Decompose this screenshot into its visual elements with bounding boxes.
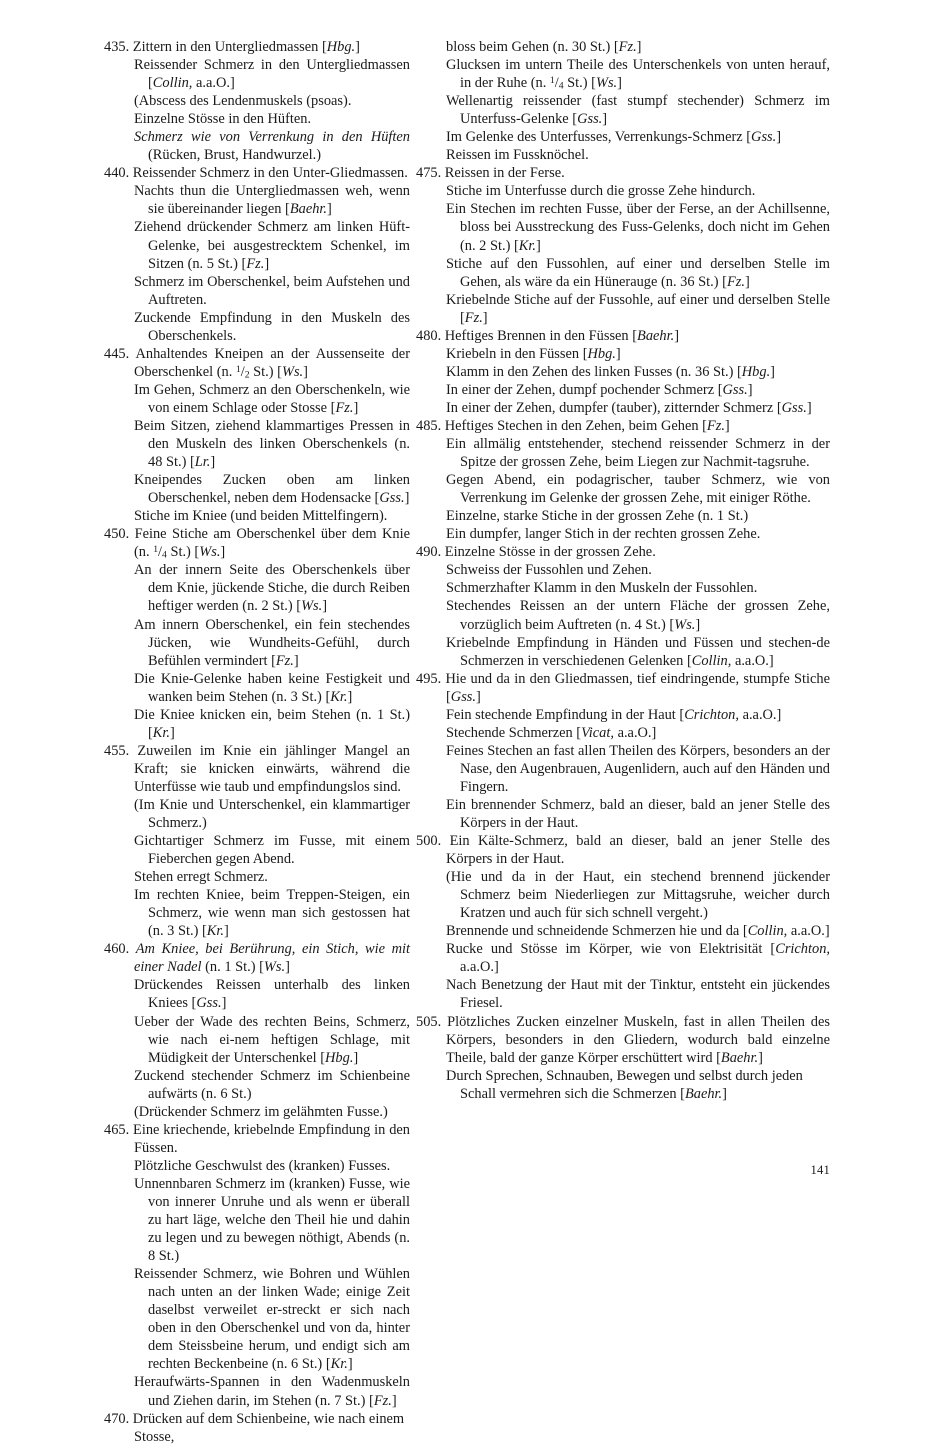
symptom-entry: Nach Benetzung der Haut mit der Tinktur, entsteht ein jückendes Friesel. — [446, 977, 830, 1012]
symptom-entry: Nachts thun die Untergliedmassen weh, wenn sie übereinander liegen [Baehr.] — [134, 183, 410, 218]
symptom-entry: bloss beim Gehen (n. 30 St.) [Fz.] — [446, 39, 642, 55]
symptom-entry: Stiche im Unterfusse durch die grosse Zehe hindurch. — [446, 183, 756, 200]
symptom-entry: Stechende Schmerzen [Vicat, a.a.O.] — [446, 724, 657, 741]
symptom-entry: Kriebelnde Empfindung in Händen und Füssen und stechen-de Schmerzen in verschiedenen Gelenken [Collin, a.a.O.] — [446, 634, 830, 669]
symptom-entry: Ein allmälig entstehender, stechend reissender Schmerz in der Spitze der grossen Zehe, beim Liegen zur Nachmit-tagsruhe. — [446, 436, 830, 471]
symptom-entry-numbered: 485. Heftiges Stechen in den Zehen, beim Gehen [Fz.] — [416, 417, 730, 434]
symptom-entry: Reissender Schmerz in den Untergliedmassen [Collin, a.a.O.] — [134, 57, 410, 92]
symptom-entry: In einer der Zehen, dumpf pochender Schmerz [Gss.] — [446, 381, 753, 398]
symptom-entry: Rucke und Stösse im Körper, wie von Elektrisität [Crichton, a.a.O.] — [446, 941, 830, 976]
symptom-entry: Unnennbaren Schmerz im (kranken) Fusse, wie von innerer Unruhe und als wenn er überall zu hart läge, welche den Theil hie und dahin zu legen und zu bewegen nöthigt, Abends (n. 8 St.) — [134, 1175, 410, 1265]
symptom-entry: Heraufwärts-Spannen in den Wadenmuskeln und Ziehen darin, im Stehen (n. 7 St.) [Fz.] — [134, 1374, 410, 1409]
symptom-entry: Drückendes Reissen unterhalb des linken Kniees [Gss.] — [134, 977, 410, 1012]
symptom-entry: Ein Stechen im rechten Fusse, über der Ferse, an der Achillsenne, bloss bei Ausstreckung des Fuss-Gelenks, doch nicht im Gehen (n. 2 St.) [Kr.] — [446, 201, 830, 254]
symptom-entry: (Hie und da in der Haut, ein stechend brennend jückender Schmerz beim Niederliegen zur Mittagsruhe, weicher durch Kratzen und auch für sich schnell vergeht.) — [446, 869, 830, 922]
symptom-entry: Kneipendes Zucken oben am linken Oberschenkel, neben dem Hodensacke [Gss.] — [134, 472, 410, 507]
symptom-entry-numbered: 445. Anhaltendes Kneipen an der Aussenseite der Oberschenkel (n. $^1/_2$ St.) [Ws.] — [104, 345, 410, 381]
right-column — [410, 38, 935, 1446]
symptom-entry: Im Gehen, Schmerz an den Oberschenkeln, wie von einem Schlage oder Stosse [Fz.] — [134, 381, 410, 416]
symptom-entry: Stehen erregt Schmerz. — [134, 869, 268, 886]
symptom-entry: Brennende und schneidende Schmerzen hie und da [Collin, a.a.O.] — [446, 923, 830, 940]
symptom-entry: Stiche im Kniee (und beiden Mittelfingern). — [134, 508, 388, 525]
symptom-entry: Die Kniee knicken ein, beim Stehen (n. 1 St.) [Kr.] — [134, 706, 410, 741]
symptom-entry-numbered: 465. Eine kriechende, kriebelnde Empfindung in den Füssen. — [104, 1121, 410, 1156]
symptom-entry-numbered: 470. Drücken auf dem Schienbeine, wie nach einem Stosse, — [104, 1410, 405, 1445]
symptom-entry-numbered: 480. Heftiges Brennen in den Füssen [Baehr.] — [416, 327, 679, 344]
left-column — [0, 38, 410, 1446]
symptom-entry: Kriebelnde Stiche auf der Fussohle, auf einer und derselben Stelle [Fz.] — [446, 291, 830, 326]
symptom-entry-numbered: 440. Reissender Schmerz in den Unter-Gliedmassen. — [104, 165, 408, 182]
symptom-entry: Ein dumpfer, langer Stich in der rechten grossen Zehe. — [446, 526, 761, 543]
symptom-entry: Die Knie-Gelenke haben keine Festigkeit und wanken beim Stehen (n. 3 St.) [Kr.] — [134, 670, 410, 705]
symptom-entry: Schmerz wie von Verrenkung in den Hüften (Rücken, Brust, Handwurzel.) — [134, 129, 410, 164]
symptom-entry: Durch Sprechen, Schnauben, Bewegen und selbst durch jeden Schall vermehren sich die Schmerzen [Baehr.] — [446, 1067, 803, 1102]
symptom-entry: Im Gelenke des Unterfusses, Verrenkungs-Schmerz [Gss.] — [446, 129, 782, 146]
symptom-entry: Fein stechende Empfindung in der Haut [Crichton, a.a.O.] — [446, 706, 782, 723]
symptom-entry: Reissender Schmerz, wie Bohren und Wühlen nach unten an der linken Wade; einige Zeit daselbst verweilet er-streckt er sich nach oben in den Oberschenkel und von da, hinter dem Steissbeine herum, und endigt sich am rechten Beckenbeine (n. 6 St.) [Kr.] — [134, 1266, 410, 1373]
symptom-entry: Klamm in den Zehen des linken Fusses (n. 36 St.) [Hbg.] — [446, 363, 775, 380]
symptom-entry: Zuckende Empfindung in den Muskeln des Oberschenkels. — [134, 309, 410, 344]
symptom-entry: (Drückender Schmerz im gelähmten Fusse.) — [134, 1103, 388, 1120]
symptom-entry-numbered: 500. Ein Kälte-Schmerz, bald an dieser, bald an jener Stelle des Körpers in der Haut. — [416, 833, 830, 868]
symptom-entry: Kriebeln in den Füssen [Hbg.] — [446, 345, 621, 362]
symptom-entry: Gichtartiger Schmerz im Fusse, mit einem Fieberchen gegen Abend. — [134, 833, 410, 868]
symptom-entry: Einzelne, starke Stiche in der grossen Zehe (n. 1 St.) — [446, 508, 749, 525]
symptom-entry-numbered: 490. Einzelne Stösse in der grossen Zehe. — [416, 544, 656, 561]
symptom-entry: Reissen im Fussknöchel. — [446, 147, 589, 164]
symptom-entry: Schweiss der Fussohlen und Zehen. — [446, 562, 652, 579]
symptom-entry: (Abscess des Lendenmuskels (psoas). — [134, 93, 352, 110]
symptom-entry-numbered: 455. Zuweilen im Knie ein jählinger Mangel an Kraft; sie knicken einwärts, während die Unterfüsse wie taub und empfindungslos sind. — [104, 742, 410, 795]
symptom-entry-numbered: 475. Reissen in der Ferse. — [416, 165, 565, 182]
symptom-entry: Ziehend drückender Schmerz am linken Hüft-Gelenke, bei ausgestrecktem Schenkel, im Sitzen (n. 5 St.) [Fz.] — [134, 219, 410, 272]
symptom-entry: (Im Knie und Unterschenkel, ein klammartiger Schmerz.) — [134, 796, 410, 832]
symptom-entry: Beim Sitzen, ziehend klammartiges Pressen in den Muskeln des linken Oberschenkels (n. 48 St.) [Lr.] — [134, 417, 410, 471]
symptom-entry: Stechendes Reissen an der untern Fläche der grossen Zehe, vorzüglich beim Auftreten (n. 4 St.) [Ws.] — [446, 598, 830, 633]
symptom-entry: Zuckend stechender Schmerz im Schienbeine aufwärts (n. 6 St.) — [134, 1067, 410, 1102]
symptom-entry: Einzelne Stösse in den Hüften. — [134, 111, 312, 128]
symptom-entry: Feines Stechen an fast allen Theilen des Körpers, besonders an der Nase, den Augenbrauen, Augenlidern, auch auf den Händen und Fingern. — [446, 742, 830, 795]
symptom-entry: Gegen Abend, ein podagrischer, tauber Schmerz, wie von Verrenkung im Gelenke der grossen Zehe, mit einiger Röthe. — [446, 472, 830, 507]
two-column-body — [0, 38, 935, 1446]
symptom-entry: Stiche auf den Fussohlen, auf einer und derselben Stelle im Gehen, als wäre da ein Hünerauge (n. 36 St.) [Fz.] — [446, 255, 830, 290]
symptom-entry: Wellenartig reissender (fast stumpf stechender) Schmerz im Unterfuss-Gelenke [Gss.] — [446, 93, 830, 128]
symptom-entry: Ein brennender Schmerz, bald an dieser, bald an jener Stelle des Körpers in der Haut. — [446, 796, 830, 832]
symptom-entry: Plötzliche Geschwulst des (kranken) Fusses. — [134, 1157, 391, 1174]
symptom-entry: An der innern Seite des Oberschenkels über dem Knie, jückende Stiche, die durch Reiben heftiger werden (n. 2 St.) [Ws.] — [134, 562, 410, 615]
symptom-entry-numbered: 435. Zittern in den Untergliedmassen [Hbg.] — [104, 39, 360, 55]
symptom-entry: Am innern Oberschenkel, ein fein stechendes Jücken, wie Wundheits-Gefühl, durch Befühlen vermindert [Fz.] — [134, 616, 410, 669]
symptom-entry-numbered: 460. Am Kniee, bei Berührung, ein Stich, wie mit einer Nadel (n. 1 St.) [Ws.] — [104, 941, 411, 976]
page-number: 141 — [810, 1163, 830, 1177]
symptom-entry-numbered: 450. Feine Stiche am Oberschenkel über dem Knie (n. $^1/_4$ St.) [Ws.] — [104, 526, 410, 562]
symptom-entry: Glucksen im untern Theile des Unterschenkels von unten herauf, in der Ruhe (n. $^1/_4$ St.) [Ws.] — [446, 57, 830, 92]
symptom-entry: Ueber der Wade des rechten Beins, Schmerz, wie nach ei-nem heftigen Schlage, mit Müdigkeit der Unterschenkel [Hbg.] — [134, 1013, 410, 1066]
symptom-entry-numbered: 505. Plötzliches Zucken einzelner Muskeln, fast in allen Theilen des Körpers, besonders in den Gliedern, wodurch bald einzelne Theile, bald der ganze Körper erschüttert wird [Baehr.] — [416, 1013, 830, 1066]
symptom-entry: In einer der Zehen, dumpfer (tauber), zitternder Schmerz [Gss.] — [446, 399, 812, 416]
symptom-entry: Schmerzhafter Klamm in den Muskeln der Fussohlen. — [446, 580, 758, 597]
symptom-entry: Im rechten Kniee, beim Treppen-Steigen, ein Schmerz, wie wenn man sich gestossen hat (n. 3 St.) [Kr.] — [134, 887, 410, 940]
symptom-entry: Schmerz im Oberschenkel, beim Aufstehen und Auftreten. — [134, 273, 410, 308]
symptom-entry-numbered: 495. Hie und da in den Gliedmassen, tief eindringende, stumpfe Stiche [Gss.] — [416, 670, 830, 705]
